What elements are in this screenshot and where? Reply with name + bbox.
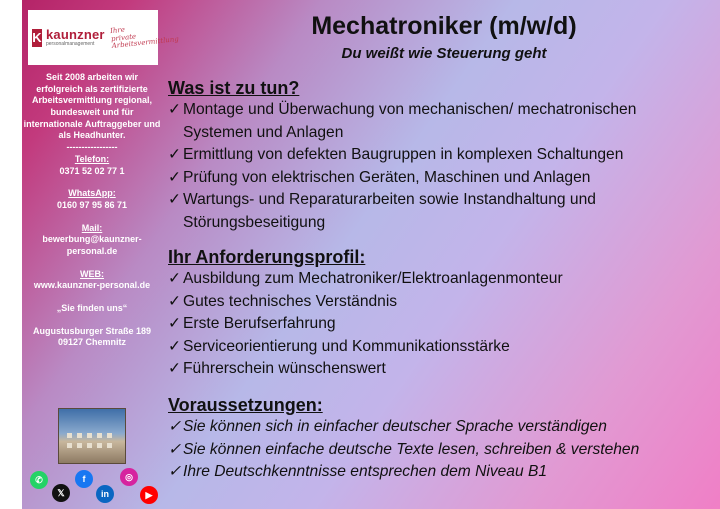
job-subtitle: Du weißt wie Steuerung geht xyxy=(341,45,547,62)
checkmark-icon: ✓ xyxy=(168,101,182,118)
tasks-section xyxy=(168,78,708,234)
checkmark-icon: ✓ xyxy=(168,360,182,377)
logo-name: kaunzner xyxy=(46,27,105,42)
checkmark-icon: ✓ xyxy=(168,270,182,287)
phone-number[interactable]: 0371 52 02 77 1 xyxy=(59,165,125,176)
job-title: Mechatroniker (m/w/d) xyxy=(311,12,577,40)
mail-address[interactable]: bewerbung@kaunzner-personal.de xyxy=(42,234,142,256)
address-city: 09127 Chemnitz xyxy=(57,337,127,348)
checkmark-icon: ✓ xyxy=(168,440,182,458)
left-margin xyxy=(0,0,22,509)
phone-label: Telefon: xyxy=(74,153,110,164)
checkmark-icon: ✓ xyxy=(168,418,182,435)
slogan: „Sie finden uns“ xyxy=(56,303,128,313)
divider: ----------------- xyxy=(66,142,118,153)
logo-subtitle: personalmanagement xyxy=(46,41,95,47)
profile-heading: Ihr Anforderungsprofil: xyxy=(168,247,366,267)
checkmark-icon: ✓ xyxy=(168,337,182,355)
list-item: ✓ Führerschein wünschenswert xyxy=(168,358,708,381)
whatsapp-number[interactable]: 0160 97 95 86 71 xyxy=(56,199,128,210)
web-label: WEB: xyxy=(80,268,104,279)
list-item: ✓ Sie können einfache deutsche Texte lesen, schreiben & verstehen xyxy=(168,439,708,462)
profile-list xyxy=(168,268,708,381)
x-icon[interactable]: 𝕏 xyxy=(52,484,70,502)
company-intro: Seit 2008 arbeiten wir erfolgreich als zertifizierte Arbeitsvermittlung regional, bundesweit und für internationale Auftraggeber und als Headhunter. xyxy=(23,72,161,141)
company-logo xyxy=(28,10,179,65)
requirements-heading: Voraussetzungen: xyxy=(168,395,323,415)
address-street: Augustusburger Straße 189 xyxy=(32,325,152,336)
requirements-section xyxy=(168,395,708,484)
office-building-image xyxy=(58,408,126,464)
requirements-list xyxy=(168,416,708,484)
checkmark-icon: ✓ xyxy=(168,292,182,310)
contact-sidebar xyxy=(22,72,162,349)
list-item: ✓ Ihre Deutschkenntnisse entsprechen dem Niveau B1 xyxy=(168,461,708,484)
facebook-icon[interactable]: f xyxy=(75,470,93,488)
list-item: ✓ Montage und Überwachung von mechanischen/ mechatronischen Systemen und Anlagen xyxy=(168,101,637,141)
checkmark-icon: ✓ xyxy=(168,463,182,480)
logo-tagline: Ihre private Arbeitsvermittlung xyxy=(109,25,179,51)
mail-label: Mail: xyxy=(81,222,103,233)
list-item: ✓ Wartungs- und Reparaturarbeiten sowie Instandhaltung und Störungsbeseitigung xyxy=(168,191,596,231)
list-item: ✓ Erste Berufserfahrung xyxy=(168,313,708,336)
checkmark-icon: ✓ xyxy=(168,146,182,163)
list-item: ✓ Gutes technisches Verständnis xyxy=(168,291,708,314)
tasks-list xyxy=(168,99,708,234)
tasks-heading: Was ist zu tun? xyxy=(168,78,300,98)
checkmark-icon: ✓ xyxy=(168,191,182,208)
whatsapp-label: WhatsApp: xyxy=(68,188,116,199)
list-item: ✓ Serviceorientierung und Kommunikationsstärke xyxy=(168,336,708,359)
checkmark-icon: ✓ xyxy=(168,168,182,186)
list-item: ✓ Ermittlung von defekten Baugruppen in komplexen Schaltungen xyxy=(168,144,708,167)
list-item: ✓ Prüfung von elektrischen Geräten, Maschinen und Anlagen xyxy=(168,167,708,190)
linkedin-icon[interactable]: in xyxy=(96,485,114,503)
list-item: ✓ Sie können sich in einfacher deutscher Sprache verständigen xyxy=(168,416,708,439)
whatsapp-icon[interactable]: ✆ xyxy=(30,471,48,489)
logo-mark: K xyxy=(32,30,42,45)
list-item: ✓ Ausbildung zum Mechatroniker/Elektroanlagenmonteur xyxy=(168,268,708,291)
profile-section xyxy=(168,247,708,381)
checkmark-icon: ✓ xyxy=(168,315,182,332)
instagram-icon[interactable]: ◎ xyxy=(120,468,138,486)
youtube-icon[interactable]: ▶ xyxy=(140,486,158,504)
web-link[interactable]: www.kaunzner-personal.de xyxy=(33,280,151,291)
